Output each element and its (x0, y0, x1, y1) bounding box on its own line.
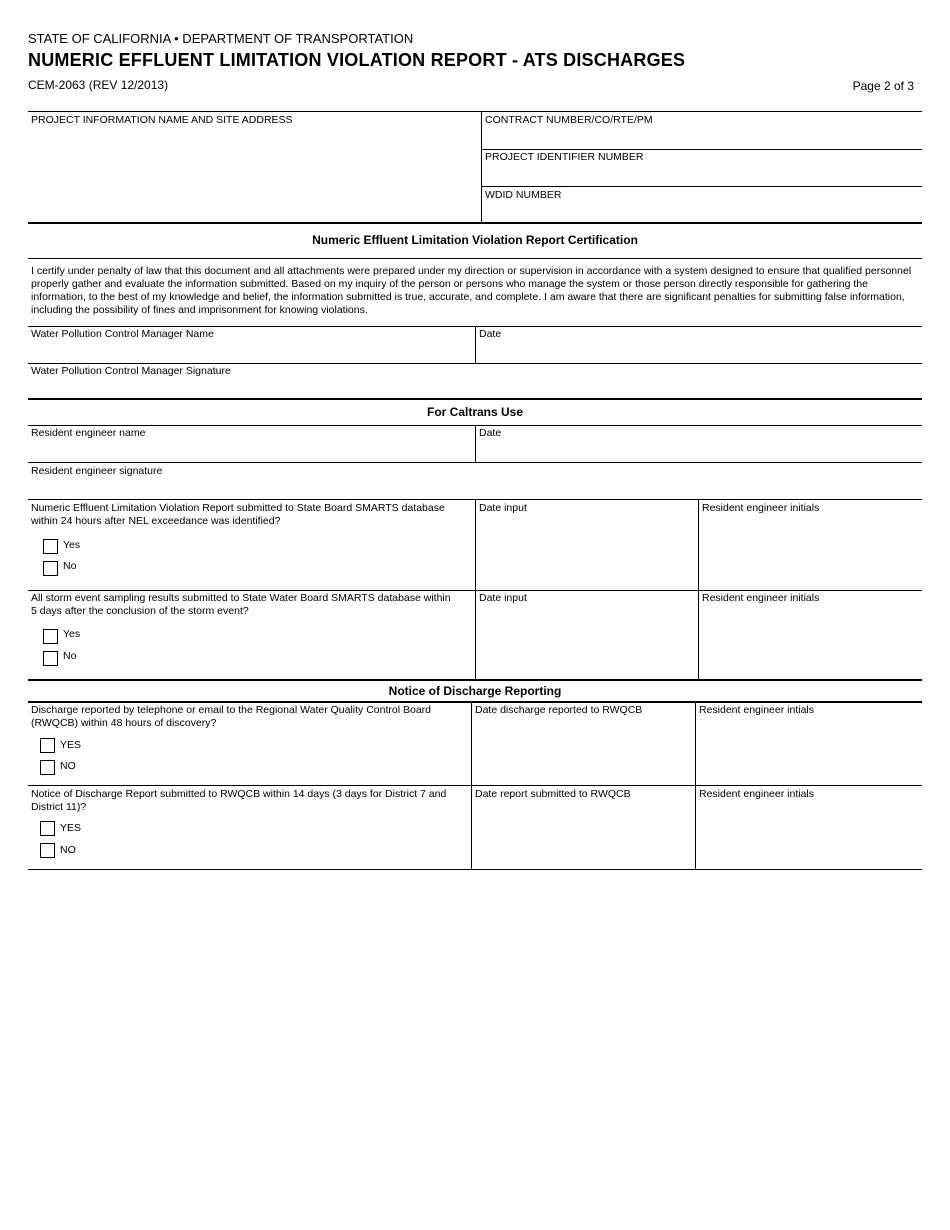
form-title: NUMERIC EFFLUENT LIMITATION VIOLATION REPORT - ATS DISCHARGES (28, 50, 686, 70)
discharge-q1-no-checkbox[interactable] (40, 760, 55, 775)
contract-number-field[interactable]: CONTRACT NUMBER/CO/RTE/PM (485, 114, 653, 126)
caltrans-q2-yes-checkbox[interactable] (43, 629, 58, 644)
discharge-q2-rule (28, 785, 922, 786)
caltrans-q2-no-checkbox[interactable] (43, 651, 58, 666)
caltrans-q1-yes-checkbox[interactable] (43, 539, 58, 554)
caltrans-q1-yes-label: Yes (63, 539, 81, 551)
signature-row-rule (28, 363, 922, 364)
project-identifier-field[interactable]: PROJECT IDENTIFIER NUMBER (485, 151, 644, 163)
discharge-q2-no-checkbox[interactable] (40, 843, 55, 858)
discharge-q2-text: Notice of Discharge Report submitted to RWQCB within 14 days (3 days for District 7 and District 11)? (31, 788, 447, 813)
manager-name-field[interactable]: Water Pollution Control Manager Name (31, 328, 214, 340)
discharge-q1-date-field[interactable]: Date discharge reported to RWQCB (475, 704, 643, 716)
discharge-q2-yes-checkbox[interactable] (40, 821, 55, 836)
caltrans-q2-yes-label: Yes (63, 628, 81, 640)
caltrans-q1-text: Numeric Effluent Limitation Violation Report submitted to State Board SMARTS database within 24 hours after NEL exceedance was identified? (31, 502, 445, 527)
form-number: CEM-2063 (REV 12/2013) (28, 78, 169, 92)
certification-title: Numeric Effluent Limitation Violation Report Certification (312, 233, 638, 247)
re-signature-rule (28, 462, 922, 463)
manager-signature-field[interactable]: Water Pollution Control Manager Signature (31, 365, 231, 377)
discharge-top-rule (28, 679, 922, 681)
discharge-q1-yes-label: YES (60, 739, 82, 751)
project-divider (481, 111, 482, 222)
page-number: Page 2 of 3 (852, 79, 914, 93)
caltrans-top-rule (28, 398, 922, 400)
manager-row-divider (475, 326, 476, 363)
discharge-q1-no-label: NO (60, 760, 76, 772)
caltrans-q2-initials-field[interactable]: Resident engineer initials (702, 592, 820, 604)
project-top-rule (28, 111, 922, 112)
manager-date-field[interactable]: Date (479, 328, 502, 340)
caltrans-q-divider-2 (698, 499, 699, 679)
re-signature-field[interactable]: Resident engineer signature (31, 465, 163, 477)
discharge-q1-text: Discharge reported by telephone or email to the Regional Water Quality Control Board (RWQCB) within 48 hours of discovery? (31, 704, 431, 729)
caltrans-q2-rule (28, 590, 922, 591)
discharge-q2-yes-label: YES (60, 822, 82, 834)
discharge-q2-no-label: NO (60, 844, 76, 856)
caltrans-title: For Caltrans Use (426, 405, 524, 419)
discharge-q2-date-field[interactable]: Date report submitted to RWQCB (475, 788, 631, 800)
certification-text: I certify under penalty of law that this document and all attachments were prepared under my direction or supervision in accordance with a system designed to ensure that qualified personnel properly gather and evaluate the information submitted. Based on my inquiry of the person or persons who manage the system or those person directly responsible for gathering the information, to the best of my knowledge and belief, the information submitted is true, accurate, and complete. I am aware that there are significant penalties for submitting false information, including the possibility of fines and imprisonment for knowing violations. (31, 265, 912, 316)
re-name-field[interactable]: Resident engineer name (31, 427, 146, 439)
caltrans-q-divider-1 (475, 499, 476, 679)
discharge-title-rule (28, 701, 922, 703)
caltrans-q2-text: All storm event sampling results submitted to State Water Board SMARTS database within 5 days after the conclusion of the storm event? (31, 592, 451, 617)
agency-header: STATE OF CALIFORNIA • DEPARTMENT OF TRANSPORTATION (28, 31, 414, 46)
discharge-q1-yes-checkbox[interactable] (40, 738, 55, 753)
caltrans-q2-date-field[interactable]: Date input (479, 592, 527, 604)
certification-title-rule (28, 258, 922, 259)
re-date-field[interactable]: Date (479, 427, 502, 439)
wdid-number-field[interactable]: WDID NUMBER (485, 189, 562, 201)
caltrans-q1-no-checkbox[interactable] (43, 561, 58, 576)
discharge-bottom-rule (28, 869, 922, 870)
caltrans-q2-no-label: No (63, 650, 77, 662)
discharge-q1-initials-field[interactable]: Resident engineer intials (699, 704, 814, 716)
contract-rule (481, 149, 922, 150)
identifier-rule (481, 186, 922, 187)
discharge-title: Notice of Discharge Reporting (388, 684, 562, 698)
caltrans-q1-initials-field[interactable]: Resident engineer initials (702, 502, 820, 514)
certification-top-rule (28, 222, 922, 224)
caltrans-q1-date-field[interactable]: Date input (479, 502, 527, 514)
project-info-field[interactable]: PROJECT INFORMATION NAME AND SITE ADDRESS (31, 114, 293, 126)
discharge-q2-initials-field[interactable]: Resident engineer intials (699, 788, 814, 800)
caltrans-q1-no-label: No (63, 560, 77, 572)
re-row-divider (475, 425, 476, 462)
